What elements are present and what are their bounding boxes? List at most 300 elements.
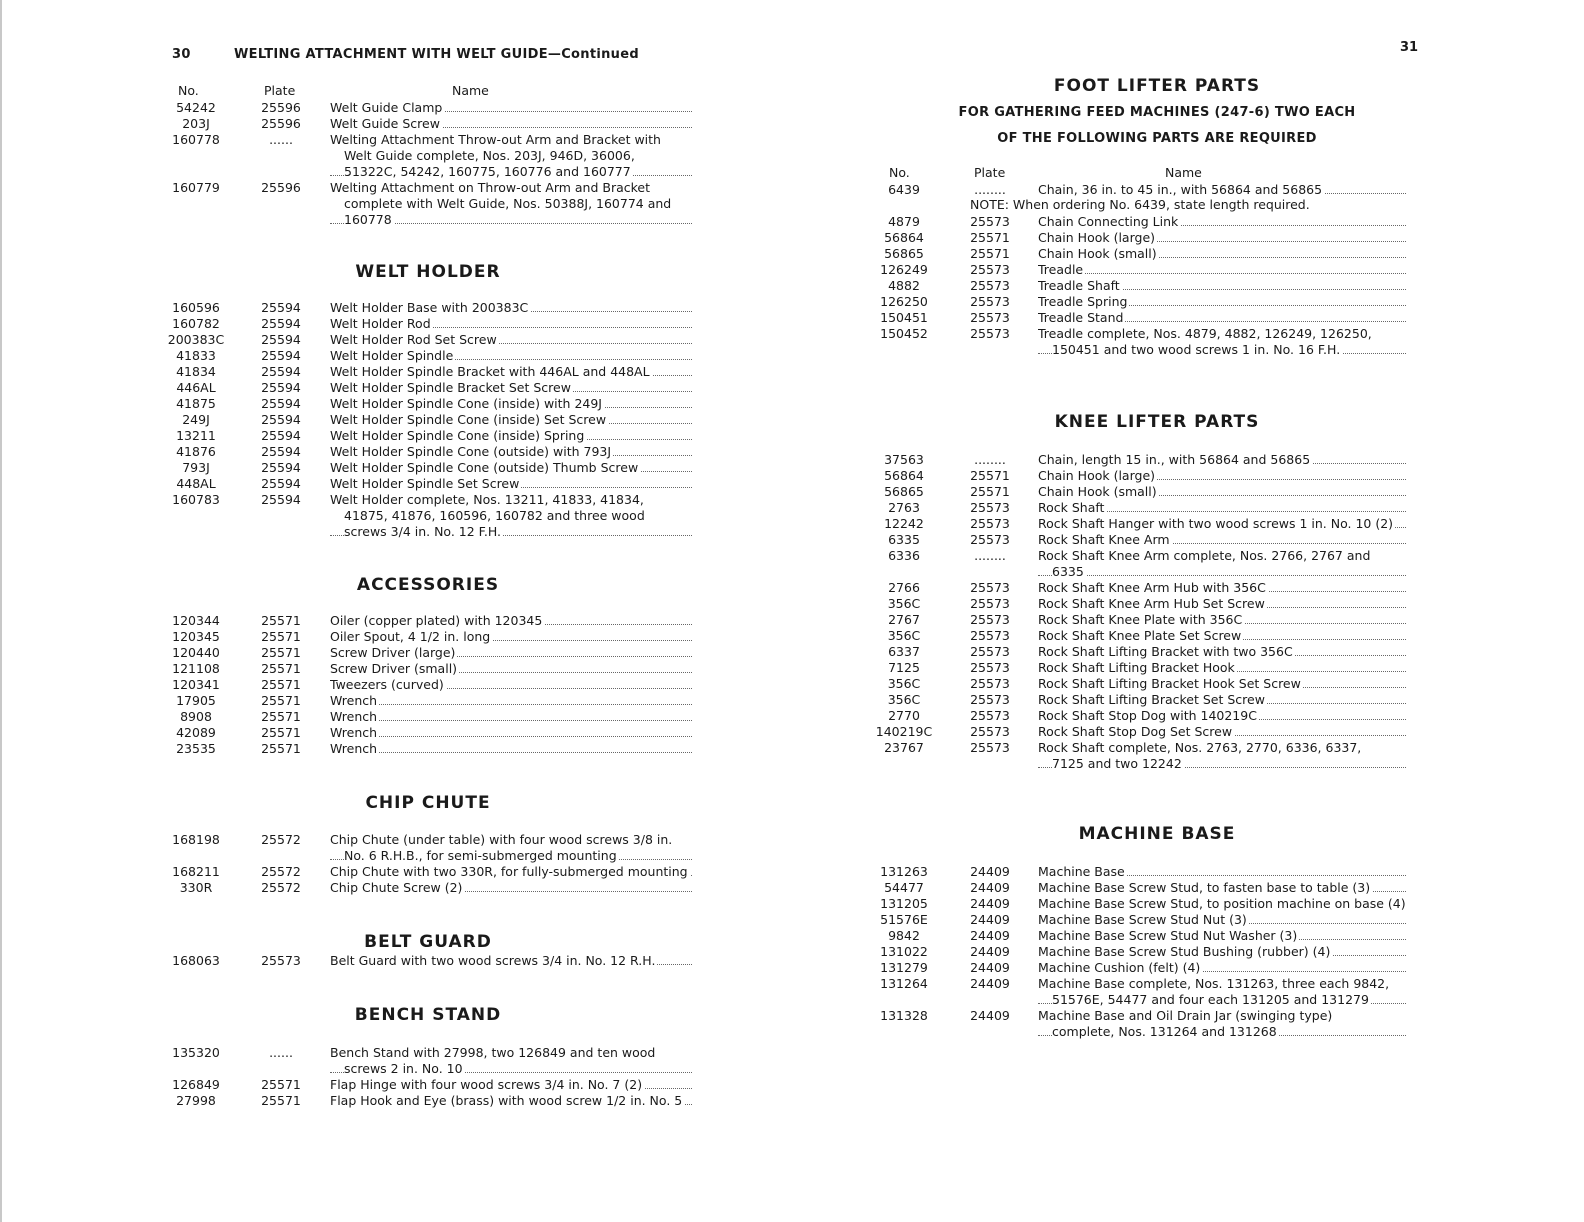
plate-number: 25573 [970, 532, 1010, 547]
part-number: 120345 [172, 629, 220, 644]
plate-number: 25572 [261, 832, 301, 847]
part-name-line: Flap Hook and Eye (brass) with wood screw 1/2 in. No. 5 [330, 1093, 683, 1108]
part-name [330, 1093, 692, 1109]
part-name-line: Rock Shaft [1038, 500, 1105, 515]
part-number: 203J [182, 116, 210, 131]
plate-number: 25571 [261, 693, 301, 708]
part-name-line: screws 2 in. No. 10 [344, 1061, 463, 1076]
part-name-line: Chain, length 15 in., with 56864 and 56865 [1038, 452, 1311, 467]
part-number: 793J [182, 460, 210, 475]
plate-number: 25571 [261, 741, 301, 756]
part-name [1038, 912, 1406, 928]
part-name-line: 41875, 41876, 160596, 160782 and three wood [344, 508, 645, 523]
part-name [1038, 960, 1406, 976]
right-col-head-name: Name [1165, 165, 1202, 180]
plate-number: 25596 [261, 116, 301, 131]
part-name-line: Welt Holder Base with 200383C [330, 300, 529, 315]
ordering-note: NOTE: When ordering No. 6439, state length required. [970, 197, 1310, 212]
part-name [330, 741, 692, 757]
part-name-line: Flap Hinge with four wood screws 3/4 in. No. 7 (2) [330, 1077, 643, 1092]
part-name-line: Machine Base and Oil Drain Jar (swinging type) [1038, 1008, 1333, 1023]
plate-number: 25571 [261, 677, 301, 692]
part-number: 160783 [172, 492, 220, 507]
plate-number: ...... [269, 132, 293, 147]
part-name [330, 629, 692, 645]
part-name [1038, 548, 1406, 580]
part-name-line: Chip Chute Screw (2) [330, 880, 463, 895]
plate-number: 25573 [970, 708, 1010, 723]
part-name-line: Welt Holder Spindle Cone (outside) with 793J [330, 444, 612, 459]
part-name-line: Chip Chute with two 330R, for fully-submerged mounting [330, 864, 688, 879]
part-name-line: Rock Shaft Knee Arm Hub with 356C [1038, 580, 1266, 595]
part-number: 168063 [172, 953, 220, 968]
part-name-line: Oiler (copper plated) with 120345 [330, 613, 543, 628]
part-name-line: Welt Holder Spindle Cone (inside) Set Screw [330, 412, 607, 427]
part-name-line: Rock Shaft Hanger with two wood screws 1 in. No. 10 (2) [1038, 516, 1394, 531]
part-name-line: Treadle Stand [1038, 310, 1124, 325]
part-number: 135320 [172, 1045, 220, 1060]
plate-number: 25573 [970, 676, 1010, 691]
part-number: 131279 [880, 960, 928, 975]
part-name-line: Wrench [330, 693, 378, 708]
welt-holder-title: WELT HOLDER [355, 262, 501, 282]
part-number: 330R [179, 880, 213, 895]
plate-number: 25594 [261, 492, 301, 507]
plate-number: 24409 [970, 1008, 1010, 1023]
part-number: 13211 [176, 428, 216, 443]
plate-number: 25572 [261, 864, 301, 879]
right-col-head-plate: Plate [974, 165, 1006, 180]
part-name-line: 160778 [344, 212, 392, 227]
part-name-line: Welt Holder Spindle Set Screw [330, 476, 520, 491]
part-name-line: Rock Shaft Lifting Bracket Hook [1038, 660, 1235, 675]
part-number: 6439 [888, 182, 920, 197]
part-name-line: Machine Cushion (felt) (4) [1038, 960, 1201, 975]
part-name [1038, 880, 1406, 896]
part-number: 120440 [172, 645, 220, 660]
plate-number: ........ [974, 548, 1006, 563]
part-name [1038, 580, 1406, 596]
part-name [330, 880, 692, 896]
part-number: 2766 [888, 580, 920, 595]
part-name [330, 132, 692, 180]
part-name [1038, 516, 1406, 532]
part-name-line: 51322C, 54242, 160775, 160776 and 160777 [344, 164, 631, 179]
part-name-line: Machine Base Screw Stud Nut (3) [1038, 912, 1247, 927]
part-name [330, 1045, 692, 1077]
part-name-line: Rock Shaft Knee Arm Hub Set Screw [1038, 596, 1265, 611]
part-name-line: Rock Shaft Knee Arm [1038, 532, 1170, 547]
accessories-title: ACCESSORIES [356, 575, 500, 595]
col-head-no: No. [178, 83, 199, 98]
part-name-line: Rock Shaft complete, Nos. 2763, 2770, 6336, 6337, [1038, 740, 1362, 755]
part-name [1038, 660, 1406, 676]
part-name-line: Welt Holder Rod Set Screw [330, 332, 497, 347]
part-name [1038, 708, 1406, 724]
plate-number: 25573 [970, 516, 1010, 531]
part-number: 356C [887, 628, 921, 643]
plate-number: 25594 [261, 428, 301, 443]
part-number: 446AL [176, 380, 216, 395]
plate-number: 25571 [261, 1077, 301, 1092]
plate-number: 25594 [261, 380, 301, 395]
part-name-line: Wrench [330, 709, 378, 724]
part-number: 160778 [172, 132, 220, 147]
part-number: 54242 [176, 100, 216, 115]
part-name [1038, 452, 1406, 468]
part-name [330, 725, 692, 741]
part-number: 37563 [884, 452, 924, 467]
plate-number: 25573 [970, 644, 1010, 659]
part-name-line: Rock Shaft Stop Dog Set Screw [1038, 724, 1233, 739]
plate-number: 25596 [261, 100, 301, 115]
part-number: 131022 [880, 944, 928, 959]
part-name [330, 460, 692, 476]
part-number: 2770 [888, 708, 920, 723]
plate-number: 24409 [970, 864, 1010, 879]
part-name-line: Machine Base Screw Stud Nut Washer (3) [1038, 928, 1298, 943]
plate-number: 25573 [970, 660, 1010, 675]
part-name-line: Rock Shaft Lifting Bracket Set Screw [1038, 692, 1265, 707]
part-name [1038, 500, 1406, 516]
part-name-line: Machine Base Screw Stud, to position machine on base (4) [1038, 896, 1406, 911]
part-name-line: Welt Holder Spindle Cone (outside) Thumb Screw [330, 460, 639, 475]
plate-number: 25594 [261, 316, 301, 331]
part-number: 131205 [880, 896, 928, 911]
part-name [330, 677, 692, 693]
part-number: 200383C [167, 332, 225, 347]
part-name-line: Oiler Spout, 4 1/2 in. long [330, 629, 491, 644]
plate-number: 25594 [261, 396, 301, 411]
part-name [1038, 628, 1406, 644]
part-name [330, 709, 692, 725]
part-name-line: Chain Connecting Link [1038, 214, 1179, 229]
part-number: 131328 [880, 1008, 928, 1023]
plate-number: 25571 [970, 246, 1010, 261]
part-number: 23767 [884, 740, 924, 755]
part-name [1038, 214, 1406, 230]
plate-number: 25571 [970, 230, 1010, 245]
part-name [330, 864, 692, 880]
machine-base-title: MACHINE BASE [1078, 824, 1236, 844]
part-number: 2767 [888, 612, 920, 627]
part-name [330, 693, 692, 709]
part-name [330, 316, 692, 332]
part-name [1038, 294, 1406, 310]
plate-number: 25573 [970, 326, 1010, 341]
part-name-line: complete, Nos. 131264 and 131268 [1052, 1024, 1277, 1039]
part-name [330, 380, 692, 396]
part-name [330, 300, 692, 316]
part-name-line: Welting Attachment on Throw-out Arm and Bracket [330, 180, 651, 195]
plate-number: 25573 [970, 294, 1010, 309]
part-name-line: Rock Shaft Lifting Bracket with two 356C [1038, 644, 1293, 659]
part-number: 448AL [176, 476, 216, 491]
part-number: 4882 [888, 278, 920, 293]
part-number: 168198 [172, 832, 220, 847]
part-number: 150452 [880, 326, 928, 341]
plate-number: 25571 [261, 709, 301, 724]
part-name [1038, 182, 1406, 198]
col-head-plate: Plate [264, 83, 296, 98]
part-number: 51576E [880, 912, 928, 927]
part-name-line: Welt Guide Clamp [330, 100, 443, 115]
part-number: 120344 [172, 613, 220, 628]
part-name-line: Welt Holder Rod [330, 316, 431, 331]
part-name [1038, 644, 1406, 660]
part-name-line: Welt Holder Spindle [330, 348, 454, 363]
plate-number: 25571 [261, 645, 301, 660]
part-name-line: Chain Hook (small) [1038, 484, 1157, 499]
part-name [1038, 230, 1406, 246]
part-name [1038, 740, 1406, 772]
part-number: 126250 [880, 294, 928, 309]
part-name [330, 661, 692, 677]
part-name-line: Chain Hook (large) [1038, 230, 1156, 245]
part-number: 160596 [172, 300, 220, 315]
part-name [1038, 928, 1406, 944]
plate-number: 25572 [261, 880, 301, 895]
part-number: 41833 [176, 348, 216, 363]
plate-number: 25571 [261, 629, 301, 644]
part-name [1038, 1008, 1406, 1040]
part-number: 56864 [884, 468, 924, 483]
part-number: 42089 [176, 725, 216, 740]
part-name-line: Treadle complete, Nos. 4879, 4882, 126249, 126250, [1038, 326, 1372, 341]
part-name-line: Welt Guide Screw [330, 116, 440, 131]
part-name-line: Rock Shaft Knee Plate with 356C [1038, 612, 1243, 627]
part-name-line: Chain Hook (large) [1038, 468, 1156, 483]
plate-number: 25571 [261, 1093, 301, 1108]
plate-number: 25573 [970, 596, 1010, 611]
part-name-line: Machine Base Screw Stud, to fasten base to table (3) [1038, 880, 1371, 895]
part-name-line: Screw Driver (large) [330, 645, 456, 660]
plate-number: 25571 [970, 484, 1010, 499]
part-name-line: Chip Chute (under table) with four wood screws 3/8 in. [330, 832, 673, 847]
plate-number: 24409 [970, 880, 1010, 895]
part-number: 168211 [172, 864, 220, 879]
plate-number: 25573 [970, 310, 1010, 325]
part-number: 56865 [884, 246, 924, 261]
part-number: 356C [887, 692, 921, 707]
plate-number: 25573 [970, 724, 1010, 739]
part-name [330, 645, 692, 661]
part-number: 160779 [172, 180, 220, 195]
part-name-line: Wrench [330, 725, 378, 740]
part-name-line: Welting Attachment Throw-out Arm and Bracket with [330, 132, 661, 147]
plate-number: 25571 [261, 725, 301, 740]
part-number: 2763 [888, 500, 920, 515]
plate-number: 25594 [261, 460, 301, 475]
part-number: 126249 [880, 262, 928, 277]
chip-chute-title: CHIP CHUTE [365, 793, 491, 813]
right-page-number: 31 [1400, 40, 1419, 55]
part-name [330, 613, 692, 629]
part-name [1038, 596, 1406, 612]
part-number: 6335 [888, 532, 920, 547]
part-name-line: No. 6 R.H.B., for semi-submerged mounting [344, 848, 617, 863]
part-name-line: 7125 and two 12242 [1052, 756, 1182, 771]
col-head-name: Name [452, 83, 489, 98]
foot-lifter-subtitle-2: OF THE FOLLOWING PARTS ARE REQUIRED [997, 131, 1317, 146]
part-name-line: complete with Welt Guide, Nos. 50388J, 160774 and [344, 196, 672, 211]
part-number: 41875 [176, 396, 216, 411]
part-number: 150451 [880, 310, 928, 325]
part-number: 356C [887, 676, 921, 691]
part-name [330, 364, 692, 380]
knee-lifter-title: KNEE LIFTER PARTS [1054, 412, 1260, 432]
part-name-line: Bench Stand with 27998, two 126849 and ten wood [330, 1045, 656, 1060]
plate-number: 25573 [970, 262, 1010, 277]
part-name-line: Machine Base [1038, 864, 1125, 879]
part-number: 54477 [884, 880, 924, 895]
plate-number: 25573 [970, 278, 1010, 293]
part-number: 8908 [180, 709, 212, 724]
plate-number: 25571 [261, 661, 301, 676]
part-name-line: Treadle Shaft [1038, 278, 1120, 293]
part-number: 56864 [884, 230, 924, 245]
part-name [330, 412, 692, 428]
part-name [330, 444, 692, 460]
part-name [330, 332, 692, 348]
plate-number: 25573 [970, 580, 1010, 595]
part-number: 9842 [888, 928, 920, 943]
part-name [1038, 976, 1406, 1008]
part-name-line: 150451 and two wood screws 1 in. No. 16 F.H. [1052, 342, 1341, 357]
part-number: 17905 [176, 693, 216, 708]
part-name [1038, 326, 1406, 358]
part-name-line: Machine Base Screw Stud Bushing (rubber) (4) [1038, 944, 1331, 959]
plate-number: 25573 [970, 500, 1010, 515]
part-name-line: Welt Holder Spindle Cone (inside) Spring [330, 428, 585, 443]
plate-number: 25594 [261, 444, 301, 459]
part-name [1038, 262, 1406, 278]
part-name-line: Rock Shaft Stop Dog with 140219C [1038, 708, 1257, 723]
part-number: 356C [887, 596, 921, 611]
plate-number: ...... [269, 1045, 293, 1060]
part-name [330, 476, 692, 492]
part-name [1038, 278, 1406, 294]
part-name-line: Rock Shaft Knee Arm complete, Nos. 2766, 2767 and [1038, 548, 1371, 563]
plate-number: 25573 [970, 612, 1010, 627]
part-number: 6336 [888, 548, 920, 563]
part-name [330, 100, 692, 116]
part-name-line: 6335 [1052, 564, 1084, 579]
belt-guard-title: BELT GUARD [364, 932, 492, 952]
part-number: 140219C [875, 724, 933, 739]
part-name [330, 492, 692, 540]
part-name [330, 428, 692, 444]
part-name [1038, 896, 1406, 912]
part-name-line: Welt Holder Spindle Bracket Set Screw [330, 380, 571, 395]
part-number: 121108 [172, 661, 220, 676]
part-name-line: screws 3/4 in. No. 12 F.H. [344, 524, 501, 539]
plate-number: 25594 [261, 412, 301, 427]
part-name-line: Welt Holder complete, Nos. 13211, 41833, 41834, [330, 492, 644, 507]
part-name [1038, 246, 1406, 262]
part-name-line: Chain Hook (small) [1038, 246, 1157, 261]
part-name [1038, 532, 1406, 548]
part-number: 120341 [172, 677, 220, 692]
part-name [1038, 724, 1406, 740]
plate-number: 25594 [261, 332, 301, 347]
part-number: 4879 [888, 214, 920, 229]
part-name-line: Tweezers (curved) [330, 677, 444, 692]
part-name [1038, 944, 1406, 960]
part-name-line: Rock Shaft Knee Plate Set Screw [1038, 628, 1242, 643]
plate-number: 25596 [261, 180, 301, 195]
plate-number: 25573 [970, 740, 1010, 755]
plate-number: ........ [974, 182, 1006, 197]
plate-number: 25594 [261, 300, 301, 315]
part-name-line: Treadle [1038, 262, 1084, 277]
part-name-line: Screw Driver (small) [330, 661, 458, 676]
plate-number: 24409 [970, 944, 1010, 959]
part-name-line: Wrench [330, 741, 378, 756]
plate-number: 25594 [261, 476, 301, 491]
plate-number: 25594 [261, 364, 301, 379]
part-name [1038, 692, 1406, 708]
part-name [1038, 484, 1406, 500]
part-name [330, 180, 692, 228]
part-name [1038, 468, 1406, 484]
part-number: 131264 [880, 976, 928, 991]
part-number: 27998 [176, 1093, 216, 1108]
plate-number: 25573 [970, 692, 1010, 707]
part-name-line: Chain, 36 in. to 45 in., with 56864 and 56865 [1038, 182, 1323, 197]
right-col-head-no: No. [889, 165, 910, 180]
part-name [330, 1077, 692, 1093]
part-number: 160782 [172, 316, 220, 331]
part-name-line: Belt Guard with two wood screws 3/4 in. No. 12 R.H. [330, 953, 656, 968]
part-name [330, 396, 692, 412]
plate-number: 25571 [970, 468, 1010, 483]
plate-number: 25573 [970, 214, 1010, 229]
plate-number: 25594 [261, 348, 301, 363]
plate-number: 24409 [970, 960, 1010, 975]
plate-number: 24409 [970, 976, 1010, 991]
part-number: 41834 [176, 364, 216, 379]
part-name [330, 953, 692, 969]
part-number: 56865 [884, 484, 924, 499]
part-number: 23535 [176, 741, 216, 756]
plate-number: 24409 [970, 928, 1010, 943]
plate-number: 24409 [970, 912, 1010, 927]
bench-stand-title: BENCH STAND [354, 1005, 502, 1025]
part-name-line: Welt Guide complete, Nos. 203J, 946D, 36006, [344, 148, 635, 163]
foot-lifter-title: FOOT LIFTER PARTS [1053, 76, 1261, 96]
part-name-line: Welt Holder Spindle Bracket with 446AL and 448AL [330, 364, 650, 379]
plate-number: 25573 [261, 953, 301, 968]
plate-number: 24409 [970, 896, 1010, 911]
part-number: 7125 [888, 660, 920, 675]
part-name-line: Welt Holder Spindle Cone (inside) with 249J [330, 396, 602, 411]
foot-lifter-subtitle-1: FOR GATHERING FEED MACHINES (247-6) TWO EACH [958, 105, 1356, 120]
left-page-number: 30 [172, 47, 191, 62]
page-edge [0, 0, 2, 1222]
part-number: 12242 [884, 516, 924, 531]
part-number: 126849 [172, 1077, 220, 1092]
part-name [1038, 310, 1406, 326]
plate-number: 25571 [261, 613, 301, 628]
part-name [1038, 864, 1406, 880]
part-name [330, 116, 692, 132]
part-number: 249J [182, 412, 210, 427]
part-number: 131263 [880, 864, 928, 879]
part-name-line: Treadle Spring [1038, 294, 1128, 309]
part-name [1038, 612, 1406, 628]
part-name-line: Machine Base complete, Nos. 131263, three each 9842, [1038, 976, 1390, 991]
